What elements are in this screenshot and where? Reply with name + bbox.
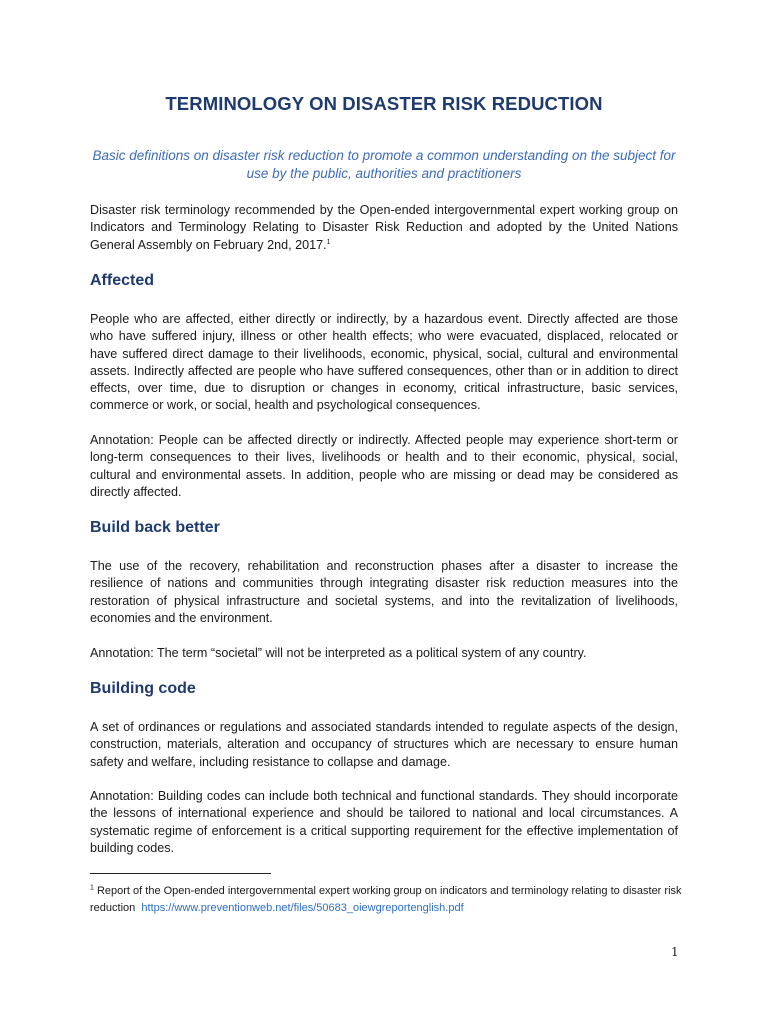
section-heading-affected: Affected: [90, 272, 155, 289]
definition-affected: People who are affected, either directly or indirectly, by a hazardous event. Directly affected are those who have suffered injury, illness or other health effects; who were evacuated, displaced, relocated or have suffered direct damage to their livelihoods, economic, physical, social, cultural and environmental assets. Indirectly affected are people who have suffered consequences, other than or in addition to direct effects, over time, due to disruption or changes in economy, critical infrastructure, basic services, commerce or work, or social, health and psychological consequences.: [90, 312, 678, 413]
footnote-reference[interactable]: 1: [326, 238, 331, 246]
page-number: 1: [671, 945, 679, 959]
section-heading-build-back-better: Build back better: [90, 519, 220, 536]
annotation-building-code: Annotation: Building codes can include both technical and functional standards. They should incorporate the lessons of international experience and should be tailored to national and local circumstances. A systematic regime of enforcement is a critical supporting requirement for the effective implementation of building codes.: [90, 789, 678, 855]
footnote-separator: [90, 873, 271, 874]
footnote: [90, 883, 690, 917]
footnote-link[interactable]: https://www.preventionweb.net/files/50683_oiewgreportenglish.pdf: [141, 902, 464, 914]
section-heading-building-code: Building code: [90, 680, 196, 697]
definition-building-code: A set of ordinances or regulations and associated standards intended to regulate aspects of the design, construction, materials, alteration and occupancy of structures which are necessary to ensure human safety and welfare, including resistance to collapse and damage.: [90, 720, 678, 769]
intro-text: Disaster risk terminology recommended by the Open-ended intergovernmental expert working group on Indicators and Terminology Relating to Disaster Risk Reduction and adopted by the United Nations General Assembly on February 2nd, 2017.: [90, 203, 678, 252]
annotation-build-back-better: Annotation: The term “societal” will not be interpreted as a political system of any country.: [90, 646, 587, 660]
intro-paragraph: [90, 202, 678, 254]
document-subtitle: Basic definitions on disaster risk reduction to promote a common understanding on the subject for use by the public, authorities and practitioners: [92, 148, 676, 181]
document-title: TERMINOLOGY ON DISASTER RISK REDUCTION: [165, 93, 603, 114]
footnote-text: Report of the Open-ended intergovernmental expert working group on indicators and terminology relating to disaster risk reduction: [90, 885, 682, 914]
definition-build-back-better: The use of the recovery, rehabilitation and reconstruction phases after a disaster to increase the resilience of nations and communities through integrating disaster risk reduction measures into the restoration of physical infrastructure and societal systems, and into the revitalization of livelihoods, economies and the environment.: [90, 559, 678, 625]
footnote-mark: 1: [90, 884, 94, 892]
annotation-affected: Annotation: People can be affected directly or indirectly. Affected people may experience short-term or long-term consequences to their lives, livelihoods or health and to their economic, physical, social, cultural and environmental assets. In addition, people who are missing or dead may be considered as directly affected.: [90, 433, 678, 499]
